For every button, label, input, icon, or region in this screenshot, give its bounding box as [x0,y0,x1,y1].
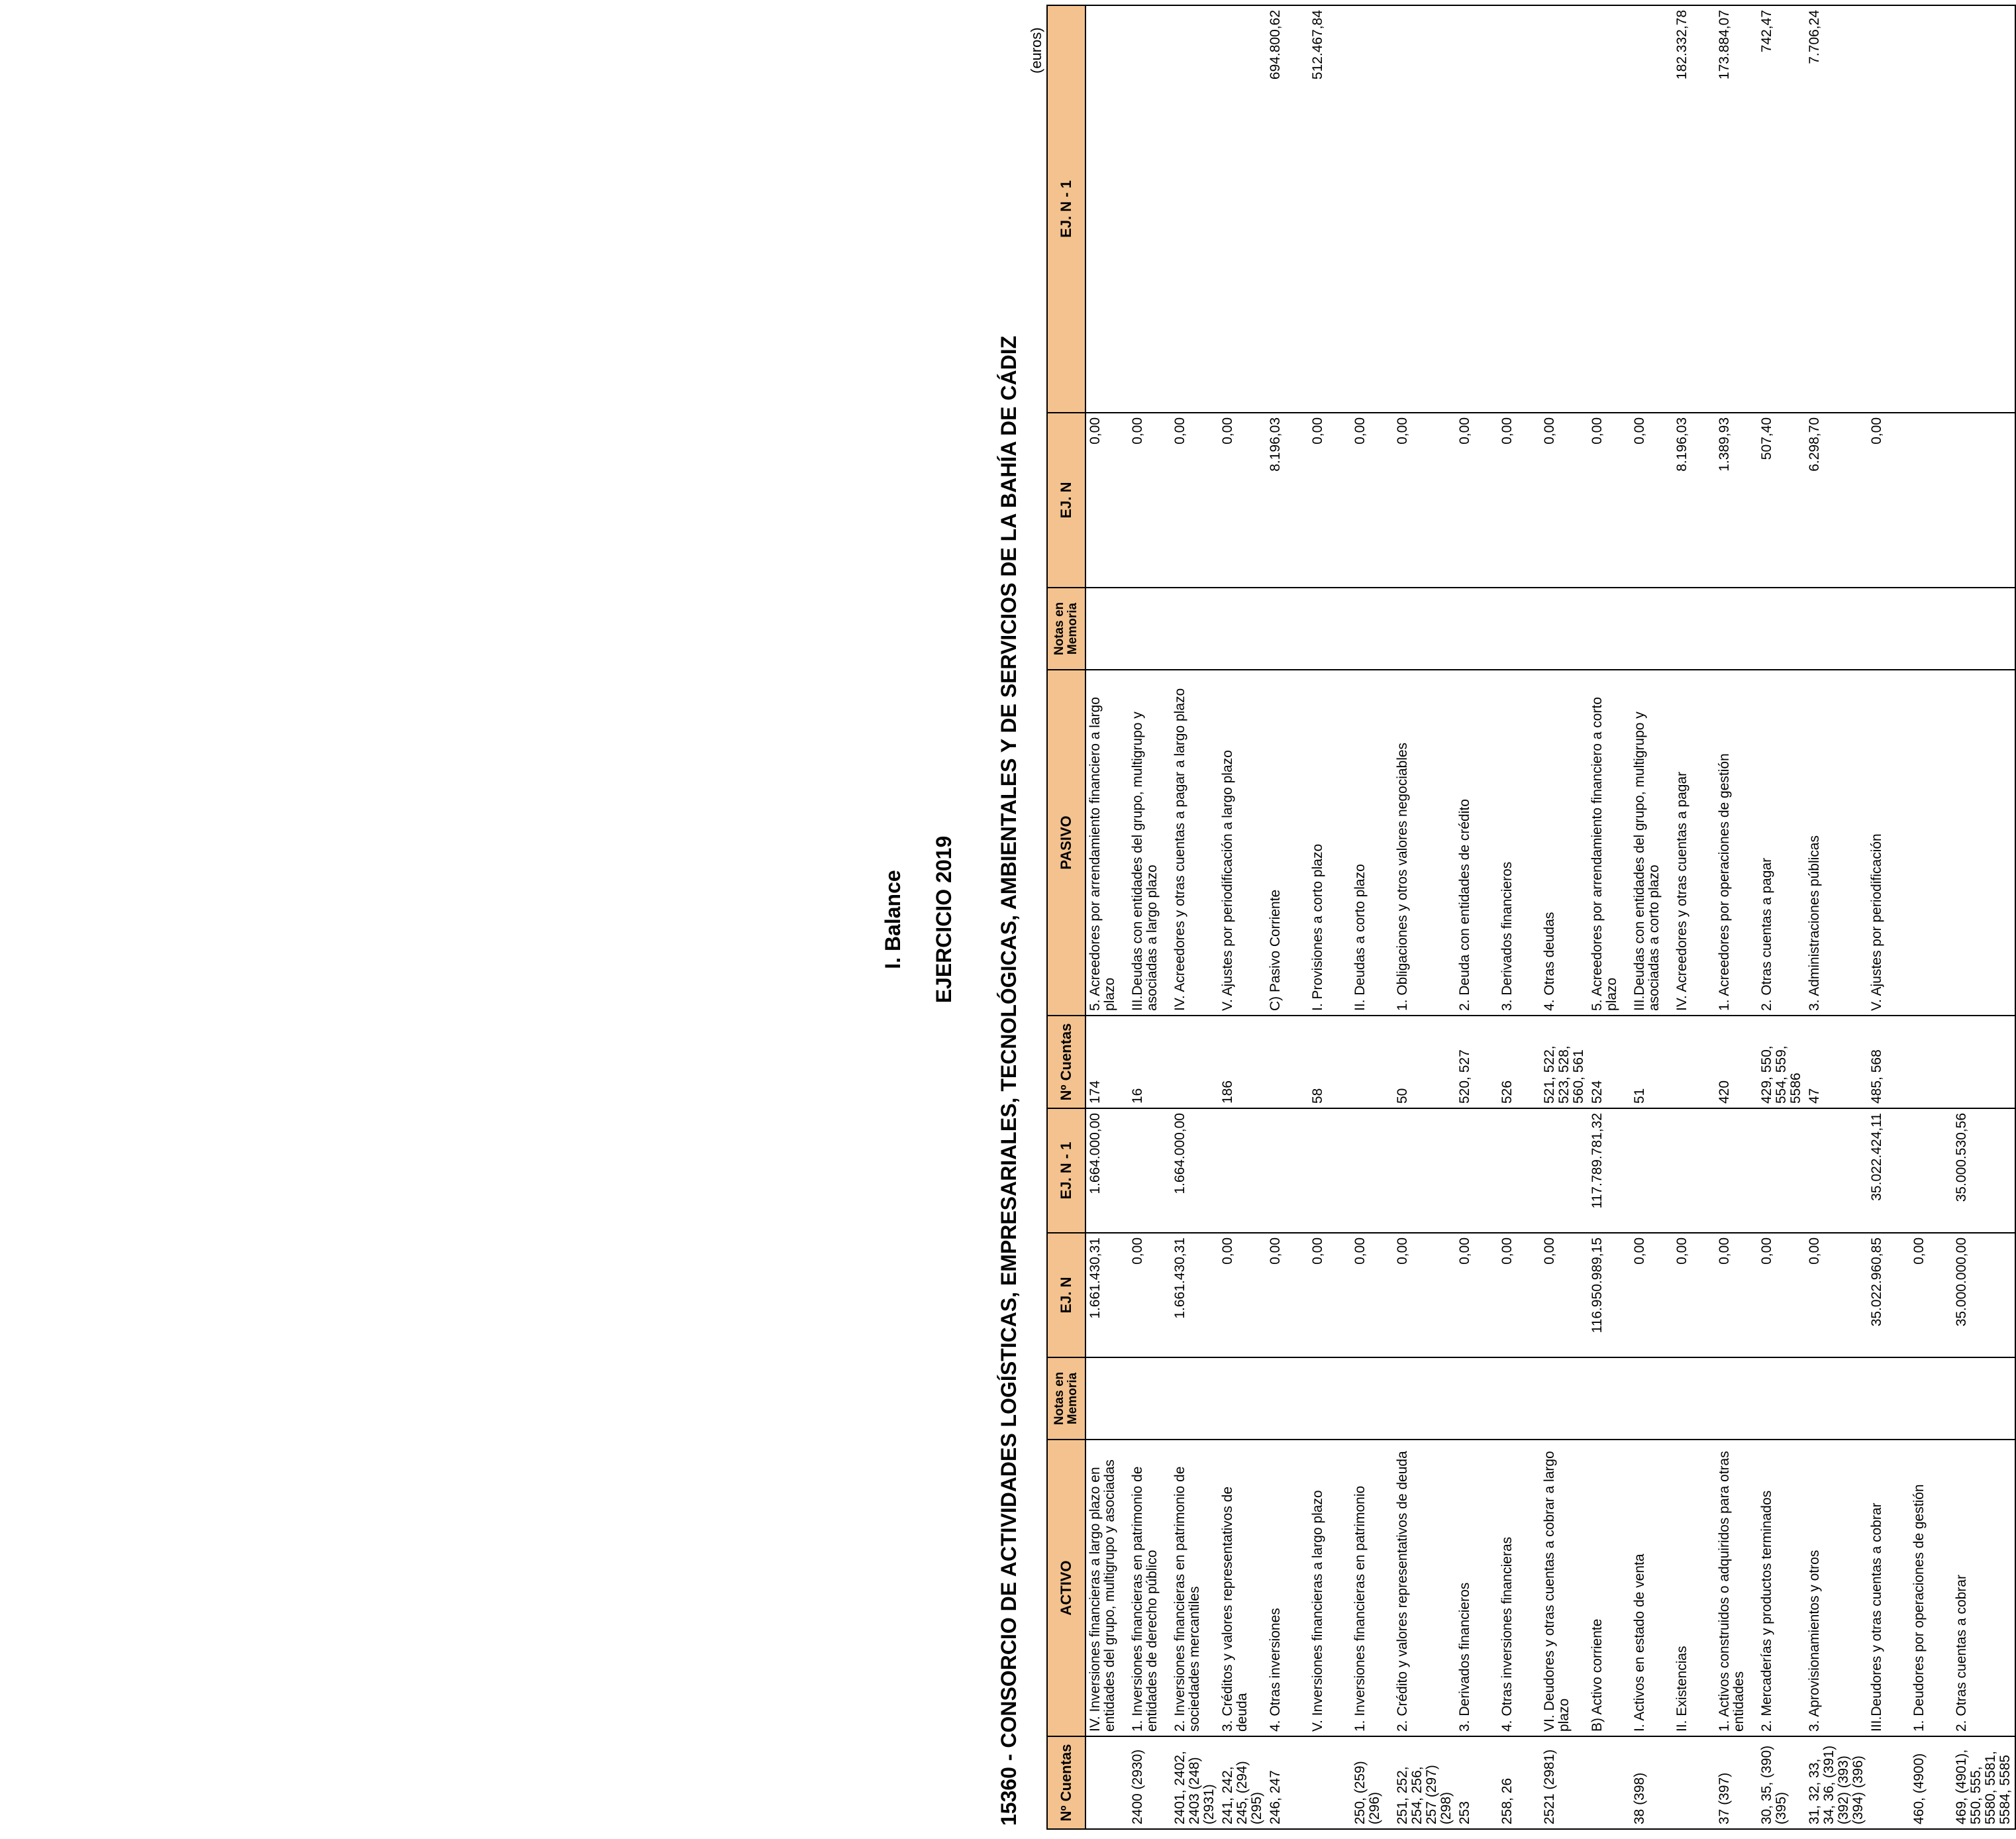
col-header-notas-pasivo: Notas en Memoria [1047,588,1085,670]
account-codes-cell: 2400 (2930) [1129,1736,1171,1829]
col-header-cuentas: Nº Cuentas [1047,1736,1085,1829]
liability-previous-year-cell [1540,5,1588,413]
asset-label-cell: 2. Mercaderías y productos terminados [1758,1440,1805,1736]
liability-notes-cell [1129,588,1171,670]
asset-label-cell: 2. Inversiones financieras en patrimonio de sociedades mercantiles [1171,1440,1219,1736]
account-codes-cell: 258, 26 [1498,1736,1540,1829]
asset-previous-year-cell [1309,1108,1351,1233]
asset-previous-year-cell: 1.664.000,00 [1085,1108,1129,1233]
asset-current-year-cell: 0,00 [1631,1233,1673,1357]
liability-account-codes-cell [1171,1016,1219,1108]
account-codes-cell: 2521 (2981) [1540,1736,1588,1829]
asset-current-year-cell: 0,00 [1910,1233,1952,1357]
liability-notes-cell [1715,588,1758,670]
liability-account-codes-cell: 526 [1498,1016,1540,1108]
asset-label-cell: 1. Deudores por operaciones de gestión [1910,1440,1952,1736]
liability-current-year-cell [1952,413,2015,588]
liability-notes-cell [1540,588,1588,670]
table-row [1351,5,1393,1829]
liability-label-cell: V. Ajustes por periodificación a largo plazo [1219,670,1266,1016]
asset-current-year-cell: 0,00 [1805,1233,1868,1357]
liability-notes-cell [1351,588,1393,670]
liability-account-codes-cell [1351,1016,1393,1108]
liability-label-cell: V. Ajustes por periodificación [1868,670,1910,1016]
table-row [1588,5,1631,1829]
asset-previous-year-cell [1266,1108,1309,1233]
liability-notes-cell [1219,588,1266,670]
account-codes-cell [1868,1736,1910,1829]
liability-current-year-cell: 0,00 [1393,413,1456,588]
liability-notes-cell [1758,588,1805,670]
liability-account-codes-cell: 174 [1085,1016,1129,1108]
asset-current-year-cell: 1.661.430,31 [1171,1233,1219,1357]
liability-current-year-cell: 0,00 [1171,413,1219,588]
table-row [1393,5,1456,1829]
liability-label-cell: 1. Obligaciones y otros valores negociables [1393,670,1456,1016]
notes-cell [1758,1357,1805,1440]
liability-notes-cell [1085,588,1129,670]
table-row [1266,5,1309,1829]
liability-previous-year-cell: 173.884,07 [1715,5,1758,413]
table-row [1171,5,1219,1829]
table-row [1715,5,1758,1829]
account-codes-cell: 251, 252, 254, 256, 257 (297) (298) [1393,1736,1456,1829]
liability-current-year-cell: 0,00 [1085,413,1129,588]
notes-cell [1868,1357,1910,1440]
account-codes-cell [1673,1736,1715,1829]
asset-previous-year-cell [1129,1108,1171,1233]
notes-cell [1540,1357,1588,1440]
table-row [1758,5,1805,1829]
liability-account-codes-cell [1952,1016,2015,1108]
notes-cell [1952,1357,2015,1440]
liability-previous-year-cell: 512.467,84 [1309,5,1351,413]
liability-previous-year-cell [1393,5,1456,413]
notes-cell [1219,1357,1266,1440]
liability-account-codes-cell: 521, 522, 523, 528, 560, 561 [1540,1016,1588,1108]
table-header-row [1047,5,1085,1829]
liability-notes-cell [1393,588,1456,670]
liability-label-cell: 3. Administraciones públicas [1805,670,1868,1016]
liability-label-cell: III.Deudas con entidades del grupo, multigrupo y asociadas a corto plazo [1631,670,1673,1016]
liability-previous-year-cell [1219,5,1266,413]
entity-heading: 15360 - CONSORCIO DE ACTIVIDADES LOGÍSTICAS, EMPRESARIALES, TECNOLÓGICAS, AMBIENTALES Y DE SERVICIOS DE LA BAHÍA DE CÁDIZ [997,335,1021,1826]
notes-cell [1631,1357,1673,1440]
asset-label-cell: B) Activo corriente [1588,1440,1631,1736]
asset-previous-year-cell [1631,1108,1673,1233]
notes-cell [1171,1357,1219,1440]
liability-label-cell: 5. Acreedores por arrendamiento financiero a largo plazo [1085,670,1129,1016]
asset-label-cell: I. Activos en estado de venta [1631,1440,1673,1736]
table-row [1309,5,1351,1829]
liability-current-year-cell: 0,00 [1868,413,1910,588]
account-codes-cell [1309,1736,1351,1829]
liability-account-codes-cell [1266,1016,1309,1108]
liability-notes-cell [1266,588,1309,670]
liability-current-year-cell: 0,00 [1631,413,1673,588]
liability-previous-year-cell: 694.800,62 [1266,5,1309,413]
fiscal-year-heading: EJERCICIO 2019 [932,835,956,1004]
liability-account-codes-cell: 524 [1588,1016,1631,1108]
asset-current-year-cell: 35.022.960,85 [1868,1233,1910,1357]
liability-label-cell: II. Deudas a corto plazo [1351,670,1393,1016]
asset-previous-year-cell [1715,1108,1758,1233]
account-codes-cell [1085,1736,1129,1829]
asset-label-cell: II. Existencias [1673,1440,1715,1736]
asset-current-year-cell: 0,00 [1715,1233,1758,1357]
table-row [1456,5,1498,1829]
liability-previous-year-cell [1456,5,1498,413]
liability-label-cell: III.Deudas con entidades del grupo, multigrupo y asociadas a largo plazo [1129,670,1171,1016]
account-codes-cell: 253 [1456,1736,1498,1829]
notes-cell [1309,1357,1351,1440]
liability-label-cell: IV. Acreedores y otras cuentas a pagar a largo plazo [1171,670,1219,1016]
liability-account-codes-cell: 58 [1309,1016,1351,1108]
asset-previous-year-cell [1540,1108,1588,1233]
notes-cell [1351,1357,1393,1440]
liability-account-codes-cell: 429, 550, 554, 559, 5586 [1758,1016,1805,1108]
asset-previous-year-cell [1805,1108,1868,1233]
liability-label-cell: 3. Derivados financieros [1498,670,1540,1016]
asset-label-cell: 3. Derivados financieros [1456,1440,1498,1736]
notes-cell [1266,1357,1309,1440]
liability-notes-cell [1309,588,1351,670]
account-codes-cell: 2401, 2402, 2403 (248) (2931) [1171,1736,1219,1829]
col-header-activo: ACTIVO [1047,1440,1085,1736]
asset-label-cell: 2. Otras cuentas a cobrar [1952,1440,2015,1736]
asset-previous-year-cell [1351,1108,1393,1233]
asset-current-year-cell: 35.000.000,00 [1952,1233,2015,1357]
liability-current-year-cell: 0,00 [1588,413,1631,588]
asset-current-year-cell: 0,00 [1673,1233,1715,1357]
liability-previous-year-cell [1868,5,1910,413]
liability-previous-year-cell [1631,5,1673,413]
liability-notes-cell [1588,588,1631,670]
account-codes-cell: 246, 247 [1266,1736,1309,1829]
balance-table [1046,5,2016,1830]
account-codes-cell [1588,1736,1631,1829]
asset-current-year-cell: 0,00 [1129,1233,1171,1357]
liability-account-codes-cell: 520, 527 [1456,1016,1498,1108]
liability-notes-cell [1456,588,1498,670]
col-header-ejn1: EJ. N - 1 [1047,1108,1085,1233]
currency-unit: (euros) [1028,27,1044,74]
account-codes-cell: 250, (259) (296) [1351,1736,1393,1829]
liability-previous-year-cell [1171,5,1219,413]
account-codes-cell: 469, (4901), 550, 555, 5580, 5581, 5584, 5585 [1952,1736,2015,1829]
asset-current-year-cell: 1.661.430,31 [1085,1233,1129,1357]
notes-cell [1673,1357,1715,1440]
asset-current-year-cell: 116.950.989,15 [1588,1233,1631,1357]
table-row [1129,5,1171,1829]
asset-previous-year-cell [1456,1108,1498,1233]
account-codes-cell: 241, 242, 245, (294) (295) [1219,1736,1266,1829]
asset-current-year-cell: 0,00 [1758,1233,1805,1357]
liability-current-year-cell: 8.196,03 [1266,413,1309,588]
col-header-ejn-pasivo: EJ. N [1047,413,1085,588]
liability-current-year-cell [1910,413,1952,588]
asset-previous-year-cell [1498,1108,1540,1233]
asset-previous-year-cell: 117.789.781,32 [1588,1108,1631,1233]
liability-notes-cell [1868,588,1910,670]
asset-label-cell: 1. Inversiones financieras en patrimonio [1351,1440,1393,1736]
liability-account-codes-cell: 485, 568 [1868,1016,1910,1108]
liability-label-cell: IV. Acreedores y otras cuentas a pagar [1673,670,1715,1016]
liability-previous-year-cell [1498,5,1540,413]
asset-current-year-cell: 0,00 [1266,1233,1309,1357]
liability-previous-year-cell: 742,47 [1758,5,1805,413]
liability-current-year-cell: 0,00 [1219,413,1266,588]
liability-label-cell: 4. Otras deudas [1540,670,1588,1016]
liability-previous-year-cell [1351,5,1393,413]
table-row [1498,5,1540,1829]
table-row [1631,5,1673,1829]
account-codes-cell: 460, (4900) [1910,1736,1952,1829]
asset-previous-year-cell: 35.022.424,11 [1868,1108,1910,1233]
asset-current-year-cell: 0,00 [1393,1233,1456,1357]
asset-previous-year-cell: 35.000.530,56 [1952,1108,2015,1233]
liability-account-codes-cell [1910,1016,1952,1108]
asset-current-year-cell: 0,00 [1540,1233,1588,1357]
table-row [1868,5,1910,1829]
liability-current-year-cell: 507,40 [1758,413,1805,588]
liability-label-cell: 2. Otras cuentas a pagar [1758,670,1805,1016]
liability-previous-year-cell [1588,5,1631,413]
table-row [1910,5,1952,1829]
col-header-ejn: EJ. N [1047,1233,1085,1357]
liability-notes-cell [1910,588,1952,670]
liability-label-cell: C) Pasivo Corriente [1266,670,1309,1016]
asset-previous-year-cell: 1.664.000,00 [1171,1108,1219,1233]
liability-previous-year-cell: 182.332,78 [1673,5,1715,413]
liability-notes-cell [1171,588,1219,670]
account-codes-cell: 30, 35, (390) (395) [1758,1736,1805,1829]
liability-current-year-cell: 0,00 [1540,413,1588,588]
table-row [1085,5,1129,1829]
asset-label-cell: 1. Activos construidos o adquiridos para otras entidades [1715,1440,1758,1736]
notes-cell [1910,1357,1952,1440]
liability-current-year-cell: 6.298,70 [1805,413,1868,588]
liability-account-codes-cell: 50 [1393,1016,1456,1108]
notes-cell [1393,1357,1456,1440]
asset-previous-year-cell [1393,1108,1456,1233]
liability-account-codes-cell: 186 [1219,1016,1266,1108]
asset-label-cell: IV. Inversiones financieras a largo plazo en entidades del grupo, multigrupo y asociadas [1085,1440,1129,1736]
liability-previous-year-cell: 7.706,24 [1805,5,1868,413]
liability-previous-year-cell [1129,5,1171,413]
asset-label-cell: 4. Otras inversiones [1266,1440,1309,1736]
asset-previous-year-cell [1673,1108,1715,1233]
notes-cell [1085,1357,1129,1440]
liability-previous-year-cell [1085,5,1129,413]
liability-label-cell: I. Provisiones a corto plazo [1309,670,1351,1016]
col-header-ejn1-pasivo: EJ. N - 1 [1047,5,1085,413]
notes-cell [1715,1357,1758,1440]
liability-label-cell: 1. Acreedores por operaciones de gestión [1715,670,1758,1016]
liability-current-year-cell: 0,00 [1351,413,1393,588]
liability-previous-year-cell [1910,5,1952,413]
table-row [1540,5,1588,1829]
liability-notes-cell [1673,588,1715,670]
liability-current-year-cell: 0,00 [1309,413,1351,588]
page-title: I. Balance [881,870,905,969]
liability-label-cell [1910,670,1952,1016]
asset-label-cell: 2. Crédito y valores representativos de deuda [1393,1440,1456,1736]
asset-label-cell: 3. Aprovisionamientos y otros [1805,1440,1868,1736]
notes-cell [1129,1357,1171,1440]
col-header-pasivo: PASIVO [1047,670,1085,1016]
table-row [1805,5,1868,1829]
liability-account-codes-cell: 16 [1129,1016,1171,1108]
liability-label-cell: 5. Acreedores por arrendamiento financiero a corto plazo [1588,670,1631,1016]
notes-cell [1805,1357,1868,1440]
notes-cell [1498,1357,1540,1440]
account-codes-cell: 38 (398) [1631,1736,1673,1829]
asset-label-cell: VI. Deudores y otras cuentas a cobrar a largo plazo [1540,1440,1588,1736]
liability-current-year-cell: 0,00 [1129,413,1171,588]
liability-current-year-cell: 8.196,03 [1673,413,1715,588]
col-header-cuentas-pasivo: Nº Cuentas [1047,1016,1085,1108]
liability-label-cell: 2. Deuda con entidades de crédito [1456,670,1498,1016]
account-codes-cell: 37 (397) [1715,1736,1758,1829]
asset-previous-year-cell [1219,1108,1266,1233]
liability-previous-year-cell [1952,5,2015,413]
table-row [1673,5,1715,1829]
liability-notes-cell [1952,588,2015,670]
asset-previous-year-cell [1758,1108,1805,1233]
liability-label-cell [1952,670,2015,1016]
asset-current-year-cell: 0,00 [1309,1233,1351,1357]
table-row [1219,5,1266,1829]
asset-current-year-cell: 0,00 [1351,1233,1393,1357]
asset-label-cell: V. Inversiones financieras a largo plazo [1309,1440,1351,1736]
account-codes-cell: 31, 32, 33, 34, 36, (391) (392) (393) (394) (396) [1805,1736,1868,1829]
asset-label-cell: III.Deudores y otras cuentas a cobrar [1868,1440,1910,1736]
col-header-notas: Notas en Memoria [1047,1357,1085,1440]
asset-label-cell: 1. Inversiones financieras en patrimonio de entidades de derecho público [1129,1440,1171,1736]
liability-notes-cell [1631,588,1673,670]
asset-current-year-cell: 0,00 [1456,1233,1498,1357]
liability-current-year-cell: 0,00 [1498,413,1540,588]
liability-notes-cell [1498,588,1540,670]
liability-account-codes-cell: 420 [1715,1016,1758,1108]
asset-current-year-cell: 0,00 [1219,1233,1266,1357]
liability-account-codes-cell [1673,1016,1715,1108]
asset-label-cell: 3. Créditos y valores representativos de deuda [1219,1440,1266,1736]
liability-notes-cell [1805,588,1868,670]
liability-account-codes-cell: 47 [1805,1016,1868,1108]
table-row [1952,5,2015,1829]
asset-current-year-cell: 0,00 [1498,1233,1540,1357]
asset-label-cell: 4. Otras inversiones financieras [1498,1440,1540,1736]
liability-current-year-cell: 0,00 [1456,413,1498,588]
asset-previous-year-cell [1910,1108,1952,1233]
notes-cell [1456,1357,1498,1440]
notes-cell [1588,1357,1631,1440]
liability-account-codes-cell: 51 [1631,1016,1673,1108]
liability-current-year-cell: 1.389,93 [1715,413,1758,588]
